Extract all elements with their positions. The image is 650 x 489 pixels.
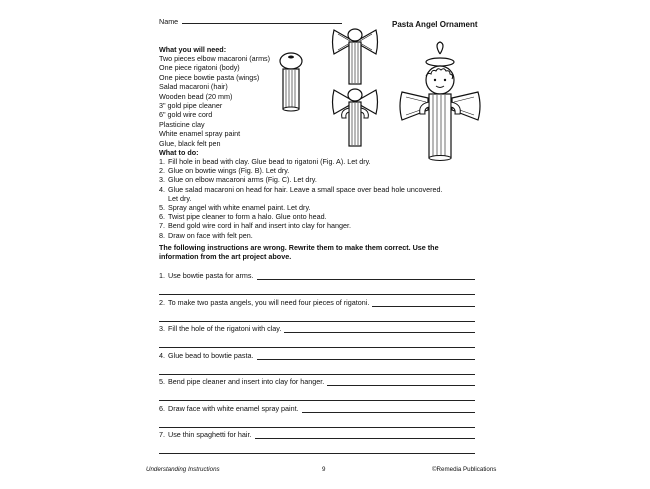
answer-line[interactable] — [159, 439, 475, 454]
answer-line[interactable] — [159, 386, 475, 401]
answer-line[interactable] — [159, 413, 475, 428]
question-4: 4. Glue bead to bowtie pasta. — [159, 351, 475, 375]
list-item: One piece rigatoni (body) — [159, 63, 240, 73]
question-5: 5. Bend pipe cleaner and insert into clay for hanger. — [159, 377, 475, 401]
list-item: 3" gold pipe cleaner — [159, 101, 223, 111]
question-2: 2. To make two pasta angels, you will need four pieces of rigatoni. — [159, 298, 475, 322]
list-item: 1. Fill hole in bead with clay. Glue bead to rigatoni (Fig. A). Let dry. — [159, 157, 371, 166]
instructions-line-2: information from the art project above. — [159, 252, 292, 261]
steps-heading: What to do: — [159, 148, 199, 157]
answer-line[interactable] — [327, 378, 475, 386]
answer-line[interactable] — [257, 272, 476, 280]
list-item: 3. Glue on elbow macaroni arms (Fig. C). Let dry. — [159, 175, 317, 185]
materials-heading: What you will need: — [159, 45, 227, 54]
question-7: 7. Use thin spaghetti for hair. — [159, 430, 475, 454]
list-item: 7. Bend gold wire cord in half and insert into clay for hanger. — [159, 221, 351, 231]
materials-list — [159, 54, 270, 148]
answer-line[interactable] — [255, 431, 475, 439]
name-line[interactable] — [182, 16, 342, 24]
list-item: Wooden bead (20 mm) — [159, 91, 233, 101]
name-field[interactable] — [159, 16, 342, 26]
footer-page-number: 9 — [322, 466, 326, 473]
list-item: 2. Glue on bowtie wings (Fig. B). Let dry. — [159, 166, 290, 176]
instructions-line-1: The following instructions are wrong. Rewrite them to make them correct. Use the — [159, 243, 439, 252]
list-item: 6. Twist pipe cleaner to form a halo. Glue onto head. — [159, 212, 327, 222]
answer-line[interactable] — [159, 333, 475, 348]
elbow-arms-icon — [330, 86, 380, 148]
answer-line[interactable] — [257, 352, 475, 360]
steps-list — [159, 157, 443, 240]
answer-line[interactable] — [159, 307, 475, 322]
list-item: 4. Glue salad macaroni on head for hair. Leave a small space over bead hole uncovered. — [159, 184, 443, 194]
bowtie-wings-icon — [330, 26, 380, 86]
list-item: Two pieces elbow macaroni (arms) — [159, 54, 271, 63]
answer-line[interactable] — [284, 325, 475, 333]
question-1: 1. Use bowtie pasta for arms. — [159, 271, 475, 295]
list-item: One piece bowtie pasta (wings) — [159, 72, 260, 82]
list-item: 5. Spray angel with white enamel paint. Let dry. — [159, 203, 311, 213]
bead-on-rigatoni-icon — [276, 52, 306, 112]
answer-line[interactable] — [159, 280, 475, 295]
list-item: White enamel spray paint — [159, 129, 241, 139]
pasta-angel-icon — [398, 40, 482, 162]
list-item: Glue, black felt pen — [159, 138, 221, 148]
question-3: 3. Fill the hole of the rigatoni with clay. — [159, 324, 475, 348]
page-title: Pasta Angel Ornament — [392, 20, 478, 29]
question-6: 6. Draw face with white enamel spray paint. — [159, 404, 475, 428]
answer-line[interactable] — [372, 299, 475, 307]
footer-left: Understanding Instructions — [146, 466, 220, 473]
footer-right: ©Remedia Publications — [432, 466, 497, 473]
list-item: Plasticine clay — [159, 119, 205, 129]
list-item: 6" gold wire cord — [159, 110, 213, 120]
answer-line[interactable] — [159, 360, 475, 375]
list-item: Salad macaroni (hair) — [159, 82, 228, 92]
list-item: 8. Draw on face with felt pen. — [159, 230, 253, 240]
answer-line[interactable] — [302, 405, 475, 413]
list-item-continued: Let dry. — [168, 193, 192, 203]
name-label: Name — [159, 17, 179, 26]
